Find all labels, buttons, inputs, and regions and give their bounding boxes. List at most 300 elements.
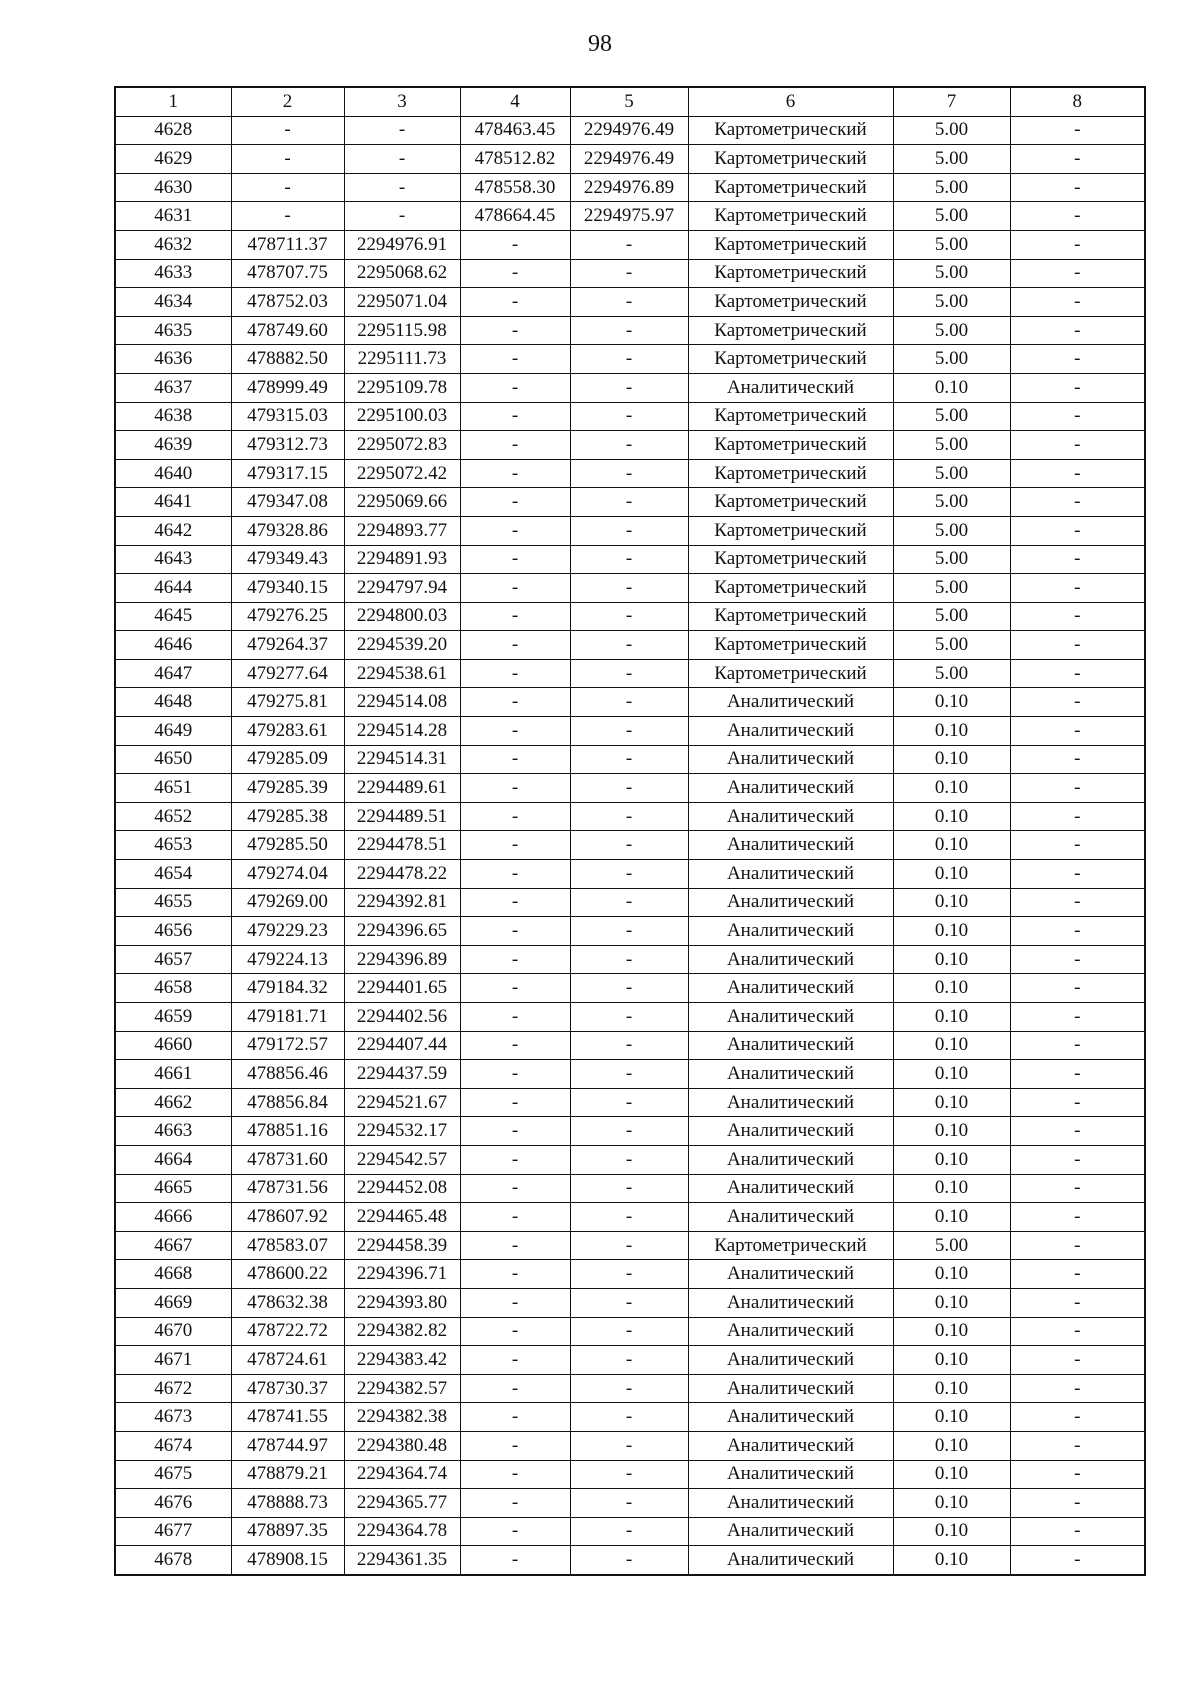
table-cell: - — [460, 1145, 570, 1174]
column-header: 8 — [1010, 87, 1145, 116]
table-cell: 0.10 — [893, 1088, 1010, 1117]
table-cell: - — [1010, 1546, 1145, 1575]
table-cell: 2295071.04 — [344, 288, 460, 317]
table-cell: 4664 — [115, 1145, 231, 1174]
table-cell: - — [570, 1231, 688, 1260]
table-cell: 0.10 — [893, 1317, 1010, 1346]
table-cell: 0.10 — [893, 974, 1010, 1003]
table-cell: Картометрический — [688, 116, 893, 145]
table-cell: - — [460, 345, 570, 374]
table-cell: Картометрический — [688, 202, 893, 231]
table-cell: Аналитический — [688, 917, 893, 946]
table-cell: - — [1010, 1060, 1145, 1089]
table-cell: 478463.45 — [460, 116, 570, 145]
table-cell: 478731.56 — [231, 1174, 344, 1203]
table-cell: 4646 — [115, 631, 231, 660]
table-cell: - — [570, 1174, 688, 1203]
table-cell: - — [1010, 774, 1145, 803]
table-cell: Картометрический — [688, 173, 893, 202]
table-cell: - — [570, 459, 688, 488]
table-cell: 4643 — [115, 545, 231, 574]
table-cell: 4639 — [115, 431, 231, 460]
table-cell: 479274.04 — [231, 860, 344, 889]
table-body — [115, 116, 1145, 1575]
table-cell: 0.10 — [893, 1060, 1010, 1089]
table-cell: 0.10 — [893, 1517, 1010, 1546]
table-row — [115, 1317, 1145, 1346]
table-cell: 2294364.78 — [344, 1517, 460, 1546]
table-cell: - — [460, 516, 570, 545]
table-cell: 4653 — [115, 831, 231, 860]
table-cell: 2294365.77 — [344, 1489, 460, 1518]
table-cell: 4676 — [115, 1489, 231, 1518]
table-cell: - — [460, 316, 570, 345]
table-cell: - — [1010, 488, 1145, 517]
table-cell: - — [460, 373, 570, 402]
table-cell: 2294893.77 — [344, 516, 460, 545]
table-row — [115, 545, 1145, 574]
table-cell: - — [570, 917, 688, 946]
table-cell: Аналитический — [688, 1460, 893, 1489]
table-cell: - — [460, 860, 570, 889]
table-row — [115, 230, 1145, 259]
table-cell: 2294542.57 — [344, 1145, 460, 1174]
table-cell: - — [1010, 516, 1145, 545]
table-cell: 479317.15 — [231, 459, 344, 488]
table-cell: 479285.38 — [231, 802, 344, 831]
table-cell: Аналитический — [688, 1374, 893, 1403]
coordinates-table — [114, 86, 1146, 1576]
table-cell: - — [1010, 316, 1145, 345]
table-cell: 2294452.08 — [344, 1174, 460, 1203]
table-row — [115, 316, 1145, 345]
table-cell: - — [570, 288, 688, 317]
table-cell: - — [570, 1003, 688, 1032]
table-cell: 4640 — [115, 459, 231, 488]
table-cell: - — [460, 1489, 570, 1518]
table-cell: - — [460, 602, 570, 631]
table-cell: 479315.03 — [231, 402, 344, 431]
table-cell: 5.00 — [893, 631, 1010, 660]
table-cell: Картометрический — [688, 316, 893, 345]
table-cell: - — [460, 802, 570, 831]
table-cell: - — [460, 774, 570, 803]
table-cell: 2294458.39 — [344, 1231, 460, 1260]
table-cell: 5.00 — [893, 516, 1010, 545]
table-cell: 4630 — [115, 173, 231, 202]
table-cell: - — [460, 1260, 570, 1289]
table-cell: 479172.57 — [231, 1031, 344, 1060]
table-cell: - — [460, 1003, 570, 1032]
table-cell: Аналитический — [688, 688, 893, 717]
table-cell: 0.10 — [893, 774, 1010, 803]
table-cell: 0.10 — [893, 1203, 1010, 1232]
table-cell: - — [460, 230, 570, 259]
table-cell: 479184.32 — [231, 974, 344, 1003]
table-cell: - — [460, 1231, 570, 1260]
table-row — [115, 1117, 1145, 1146]
table-cell: 4629 — [115, 145, 231, 174]
table-cell: 479283.61 — [231, 717, 344, 746]
table-row — [115, 202, 1145, 231]
table-cell: - — [570, 1088, 688, 1117]
table-cell: 2294393.80 — [344, 1288, 460, 1317]
table-cell: 2295072.83 — [344, 431, 460, 460]
table-cell: - — [1010, 402, 1145, 431]
table-cell: - — [570, 860, 688, 889]
table-cell: Картометрический — [688, 545, 893, 574]
table-cell: 4674 — [115, 1431, 231, 1460]
table-cell: - — [570, 1260, 688, 1289]
table-cell: 0.10 — [893, 888, 1010, 917]
table-cell: - — [1010, 459, 1145, 488]
table-cell: 0.10 — [893, 1431, 1010, 1460]
table-row — [115, 1546, 1145, 1575]
table-row — [115, 1088, 1145, 1117]
table-cell: 5.00 — [893, 402, 1010, 431]
table-cell: 479181.71 — [231, 1003, 344, 1032]
table-cell: - — [1010, 1374, 1145, 1403]
table-cell: - — [1010, 259, 1145, 288]
table-cell: - — [460, 1546, 570, 1575]
table-row — [115, 831, 1145, 860]
table-cell: - — [1010, 631, 1145, 660]
table-cell: - — [570, 717, 688, 746]
table-row — [115, 659, 1145, 688]
table-cell: 4642 — [115, 516, 231, 545]
table-cell: 2294364.74 — [344, 1460, 460, 1489]
table-cell: Аналитический — [688, 802, 893, 831]
table-cell: 478752.03 — [231, 288, 344, 317]
table-cell: 0.10 — [893, 917, 1010, 946]
table-cell: 4638 — [115, 402, 231, 431]
table-row — [115, 717, 1145, 746]
table-cell: - — [231, 173, 344, 202]
table-cell: 2294401.65 — [344, 974, 460, 1003]
table-cell: - — [1010, 802, 1145, 831]
table-cell: Картометрический — [688, 602, 893, 631]
table-cell: 479276.25 — [231, 602, 344, 631]
table-cell: 2294392.81 — [344, 888, 460, 917]
table-row — [115, 974, 1145, 1003]
table-cell: - — [460, 1517, 570, 1546]
table-cell: 2294521.67 — [344, 1088, 460, 1117]
table-cell: 5.00 — [893, 316, 1010, 345]
table-row — [115, 774, 1145, 803]
table-cell: 2294402.56 — [344, 1003, 460, 1032]
table-cell: - — [460, 1031, 570, 1060]
table-cell: Картометрический — [688, 1231, 893, 1260]
table-cell: Картометрический — [688, 431, 893, 460]
table-cell: 4631 — [115, 202, 231, 231]
table-cell: - — [344, 116, 460, 145]
table-cell: Аналитический — [688, 1088, 893, 1117]
table-cell: - — [570, 888, 688, 917]
table-cell: 2294396.89 — [344, 945, 460, 974]
table-cell: 479277.64 — [231, 659, 344, 688]
table-cell: - — [570, 688, 688, 717]
table-cell: - — [1010, 1231, 1145, 1260]
table-cell: - — [570, 945, 688, 974]
table-cell: - — [1010, 602, 1145, 631]
table-cell: - — [1010, 1460, 1145, 1489]
table-cell: 478856.84 — [231, 1088, 344, 1117]
table-cell: 2295111.73 — [344, 345, 460, 374]
table-cell: - — [1010, 574, 1145, 603]
table-cell: 2295072.42 — [344, 459, 460, 488]
table-cell: - — [460, 1174, 570, 1203]
table-cell: 2294797.94 — [344, 574, 460, 603]
table-cell: 4667 — [115, 1231, 231, 1260]
table-cell: 0.10 — [893, 1145, 1010, 1174]
table-cell: 5.00 — [893, 602, 1010, 631]
table-cell: 5.00 — [893, 288, 1010, 317]
table-cell: - — [1010, 202, 1145, 231]
table-cell: - — [570, 230, 688, 259]
table-cell: - — [570, 1117, 688, 1146]
table-cell: 478730.37 — [231, 1374, 344, 1403]
table-cell: - — [460, 945, 570, 974]
table-cell: - — [570, 802, 688, 831]
table-cell: - — [1010, 945, 1145, 974]
table-cell: 4647 — [115, 659, 231, 688]
table-cell: - — [1010, 1260, 1145, 1289]
table-row — [115, 745, 1145, 774]
table-cell: 478888.73 — [231, 1489, 344, 1518]
table-cell: - — [1010, 116, 1145, 145]
table-cell: Картометрический — [688, 659, 893, 688]
table-cell: 4628 — [115, 116, 231, 145]
table-cell: Аналитический — [688, 373, 893, 402]
table-cell: 479347.08 — [231, 488, 344, 517]
table-cell: - — [1010, 1003, 1145, 1032]
table-cell: - — [570, 631, 688, 660]
table-cell: 0.10 — [893, 831, 1010, 860]
table-row — [115, 1031, 1145, 1060]
table-cell: 478711.37 — [231, 230, 344, 259]
table-cell: 0.10 — [893, 717, 1010, 746]
table-cell: 2295109.78 — [344, 373, 460, 402]
table-row — [115, 802, 1145, 831]
table-cell: Аналитический — [688, 1346, 893, 1375]
table-cell: 4634 — [115, 288, 231, 317]
table-cell: - — [1010, 545, 1145, 574]
table-cell: 478908.15 — [231, 1546, 344, 1575]
table-row — [115, 1174, 1145, 1203]
table-row — [115, 173, 1145, 202]
table-cell: - — [570, 1374, 688, 1403]
table-cell: Аналитический — [688, 1145, 893, 1174]
table-row — [115, 259, 1145, 288]
table-cell: 478724.61 — [231, 1346, 344, 1375]
table-cell: 4633 — [115, 259, 231, 288]
table-cell: - — [460, 459, 570, 488]
table-cell: Картометрический — [688, 631, 893, 660]
table-cell: Картометрический — [688, 574, 893, 603]
table-cell: 478664.45 — [460, 202, 570, 231]
table-cell: 2294407.44 — [344, 1031, 460, 1060]
table-cell: - — [570, 1145, 688, 1174]
table-cell: 0.10 — [893, 1031, 1010, 1060]
table-cell: 478999.49 — [231, 373, 344, 402]
table-cell: 479340.15 — [231, 574, 344, 603]
table-row — [115, 1346, 1145, 1375]
table-cell: 478600.22 — [231, 1260, 344, 1289]
table-cell: 0.10 — [893, 1374, 1010, 1403]
table-row — [115, 688, 1145, 717]
table-row — [115, 1060, 1145, 1089]
table-row — [115, 516, 1145, 545]
table-cell: - — [460, 259, 570, 288]
table-cell: - — [570, 1517, 688, 1546]
table-cell: 2294976.49 — [570, 145, 688, 174]
table-cell: - — [460, 488, 570, 517]
table-cell: 2294489.51 — [344, 802, 460, 831]
table-cell: - — [460, 545, 570, 574]
table-cell: 2294465.48 — [344, 1203, 460, 1232]
table-cell: - — [460, 974, 570, 1003]
table-cell: - — [570, 831, 688, 860]
table-cell: 479275.81 — [231, 688, 344, 717]
table-cell: - — [460, 717, 570, 746]
table-cell: 4660 — [115, 1031, 231, 1060]
table-cell: - — [1010, 659, 1145, 688]
table-cell: Аналитический — [688, 1403, 893, 1432]
table-cell: 2294396.71 — [344, 1260, 460, 1289]
table-cell: 4650 — [115, 745, 231, 774]
table-cell: - — [1010, 1403, 1145, 1432]
table-cell: - — [1010, 888, 1145, 917]
table-cell: - — [1010, 373, 1145, 402]
table-cell: 2294478.51 — [344, 831, 460, 860]
table-row — [115, 860, 1145, 889]
table-cell: 4659 — [115, 1003, 231, 1032]
table-cell: - — [1010, 1317, 1145, 1346]
column-header: 3 — [344, 87, 460, 116]
table-cell: Аналитический — [688, 1060, 893, 1089]
table-cell: - — [460, 1460, 570, 1489]
table-cell: - — [460, 1288, 570, 1317]
table-cell: - — [570, 373, 688, 402]
table-cell: - — [460, 1403, 570, 1432]
table-cell: - — [1010, 974, 1145, 1003]
table-cell: - — [570, 1203, 688, 1232]
table-cell: - — [570, 1060, 688, 1089]
table-cell: 0.10 — [893, 860, 1010, 889]
table-cell: 0.10 — [893, 1117, 1010, 1146]
table-cell: - — [460, 1060, 570, 1089]
table-cell: - — [570, 545, 688, 574]
table-cell: 0.10 — [893, 373, 1010, 402]
table-row — [115, 1003, 1145, 1032]
table-row — [115, 1517, 1145, 1546]
table-cell: 478897.35 — [231, 1517, 344, 1546]
table-cell: - — [570, 316, 688, 345]
table-row — [115, 1431, 1145, 1460]
table-cell: Аналитический — [688, 745, 893, 774]
table-cell: 478558.30 — [460, 173, 570, 202]
table-cell: Аналитический — [688, 1031, 893, 1060]
table-cell: Аналитический — [688, 831, 893, 860]
table-cell: 478741.55 — [231, 1403, 344, 1432]
table-cell: - — [1010, 1203, 1145, 1232]
table-cell: - — [1010, 1288, 1145, 1317]
table-cell: 4678 — [115, 1546, 231, 1575]
table-cell: - — [570, 1346, 688, 1375]
table-cell: Аналитический — [688, 1203, 893, 1232]
table-cell: 5.00 — [893, 116, 1010, 145]
table-cell: 4665 — [115, 1174, 231, 1203]
table-row — [115, 1260, 1145, 1289]
table-cell: - — [344, 173, 460, 202]
table-cell: Аналитический — [688, 1260, 893, 1289]
table-row — [115, 1403, 1145, 1432]
table-cell: 0.10 — [893, 1546, 1010, 1575]
table-cell: Аналитический — [688, 774, 893, 803]
table-cell: - — [570, 488, 688, 517]
table-cell: - — [570, 574, 688, 603]
table-cell: - — [460, 1374, 570, 1403]
table-row — [115, 116, 1145, 145]
table-cell: 5.00 — [893, 488, 1010, 517]
table-cell: 478882.50 — [231, 345, 344, 374]
table-cell: - — [460, 745, 570, 774]
table-cell: - — [570, 1288, 688, 1317]
table-cell: 0.10 — [893, 1288, 1010, 1317]
table-cell: Аналитический — [688, 1174, 893, 1203]
table-cell: 2295069.66 — [344, 488, 460, 517]
table-cell: 2294538.61 — [344, 659, 460, 688]
table-cell: 0.10 — [893, 688, 1010, 717]
table-cell: 4661 — [115, 1060, 231, 1089]
column-header: 4 — [460, 87, 570, 116]
table-cell: - — [231, 116, 344, 145]
table-cell: 478722.72 — [231, 1317, 344, 1346]
table-cell: Картометрический — [688, 516, 893, 545]
table-cell: 0.10 — [893, 745, 1010, 774]
table-cell: 479269.00 — [231, 888, 344, 917]
table-cell: 0.10 — [893, 1346, 1010, 1375]
table-cell: 2294976.89 — [570, 173, 688, 202]
table-cell: - — [1010, 1145, 1145, 1174]
table-cell: - — [460, 831, 570, 860]
table-row — [115, 888, 1145, 917]
table-cell: 0.10 — [893, 945, 1010, 974]
table-cell: Картометрический — [688, 288, 893, 317]
table-cell: 2294382.57 — [344, 1374, 460, 1403]
table-cell: - — [570, 1317, 688, 1346]
column-header: 5 — [570, 87, 688, 116]
table-row — [115, 574, 1145, 603]
table-cell: 479224.13 — [231, 945, 344, 974]
table-cell: - — [1010, 230, 1145, 259]
table-cell: 2294976.91 — [344, 230, 460, 259]
table-cell: 479328.86 — [231, 516, 344, 545]
table-cell: 2295115.98 — [344, 316, 460, 345]
table-cell: 4635 — [115, 316, 231, 345]
table-cell: 479312.73 — [231, 431, 344, 460]
table-cell: Аналитический — [688, 1517, 893, 1546]
table-cell: - — [570, 1460, 688, 1489]
table-row — [115, 602, 1145, 631]
table-cell: 4648 — [115, 688, 231, 717]
table-cell: 0.10 — [893, 1260, 1010, 1289]
table-row — [115, 459, 1145, 488]
table-cell: 5.00 — [893, 1231, 1010, 1260]
table-cell: 4651 — [115, 774, 231, 803]
table-cell: 2294383.42 — [344, 1346, 460, 1375]
table-cell: 4654 — [115, 860, 231, 889]
